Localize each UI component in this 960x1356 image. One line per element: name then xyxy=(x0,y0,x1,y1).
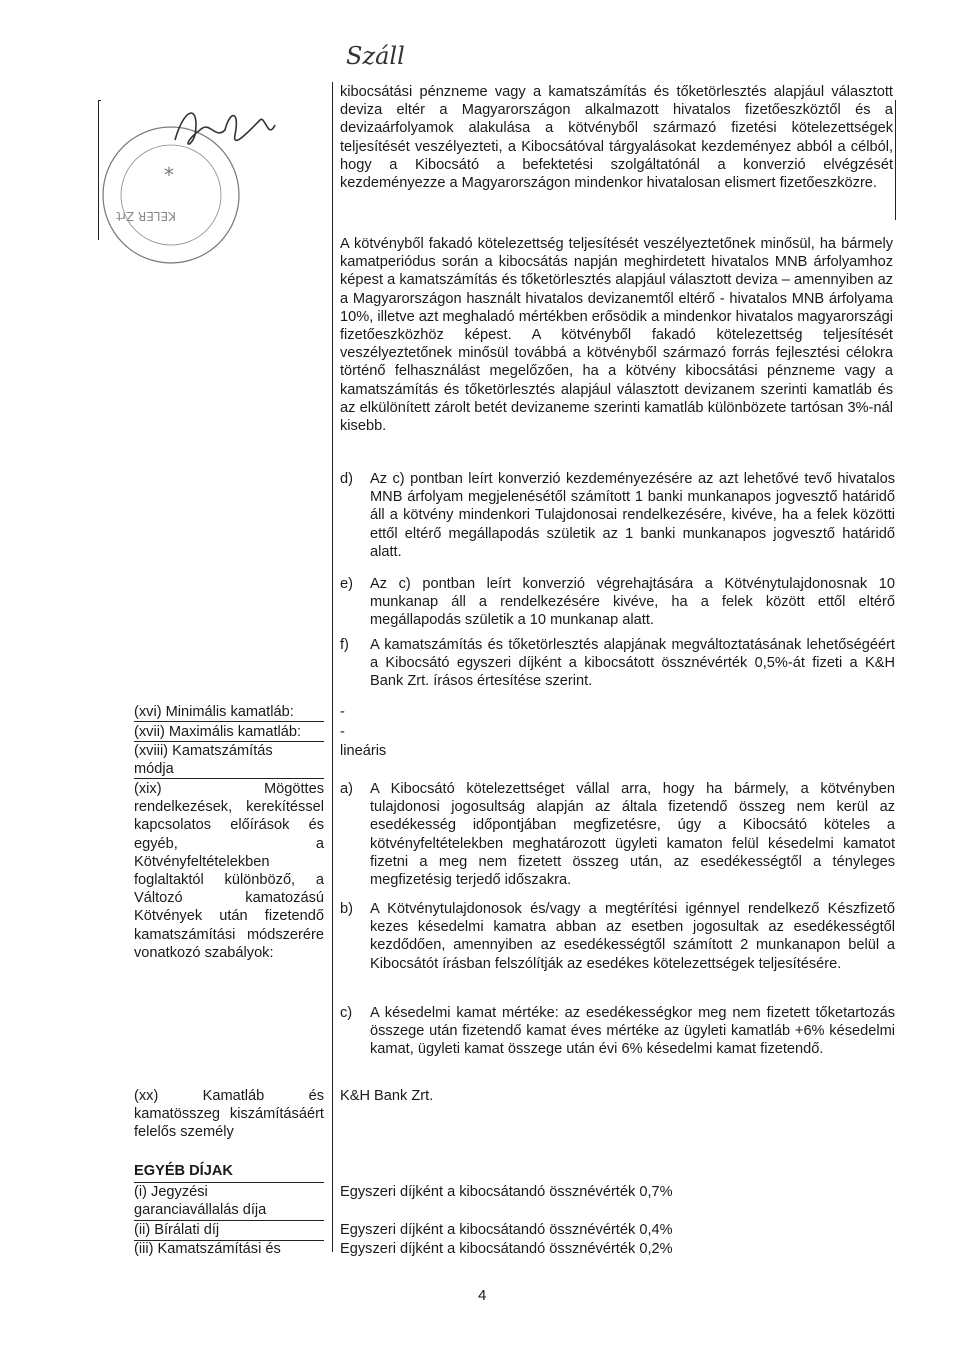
row-label-calc-method: (xviii) Kamatszámítás módja xyxy=(134,743,273,778)
fee-label-review: (ii) Bírálati díj xyxy=(134,1222,220,1238)
paragraph-intro-1: kibocsátási pénzneme vagy a kamatszámítás és tőketörlesztés alapjául választott deviza eltér a Magyarországon alkalmazott hivatalos fizetőeszköztől és a devizaárfolyamok alakulása a kötvényből származó fizetési kötelezettségek teljesítését veszélyezteti, a Kibocsátóval tárgyalásokat kezdeményez abból a célból, hogy a Kibocsátó a befektetési szolgáltatónál a konverzió elvégzését kezdeményezze a Magyarországon mindenkor hivatalosan elismert fizetőeszközre. xyxy=(340,84,893,192)
fee-value-calculation: Egyszeri díjként a kibocsátandó össznévérték 0,2% xyxy=(340,1241,673,1257)
svg-text:*: * xyxy=(164,163,174,187)
list-item-a: a) A Kibocsátó kötelezettséget vállal arra, hogy ha bármely, a kötvényben tulajdonosi jogosultság alapján az általa fizetendő összeg nem kerül az esedékesség időpontjában megfizetésre, úgy a Kibocsátó köteles a kötvényfeltételekben meghatározott ügyleti kamaton felül késedelmi kamatot fizetni a meg nem fizetett összeg után, az esedékességtől a tényleges megfizetésig terjedő időszakra. xyxy=(340,781,895,889)
svg-text:KELER Zrt: KELER Zrt xyxy=(116,209,176,223)
table-border xyxy=(895,100,896,220)
section-heading-other-fees: EGYÉB DÍJAK xyxy=(134,1163,233,1179)
handwritten-header: Száll xyxy=(346,42,405,70)
row-value-min-rate: - xyxy=(340,704,345,720)
row-value-calc-method: lineáris xyxy=(340,743,387,759)
list-item-c: c) A késedelmi kamat mértéke: az esedékességkor meg nem fizetett tőketartozás összege után fizetendő kamat éves mértéke az ügyleti kamatláb +6% késedelmi kamat, ügyleti kamat összege után évi 6% késedelmi kamat fizetendő. xyxy=(340,1005,895,1058)
fee-value-review: Egyszeri díjként a kibocsátandó össznévérték 0,4% xyxy=(340,1222,673,1238)
list-item-b: b) A Kötvénytulajdonosok és/vagy a megtérítési igénnyel rendelkező Készfizető kezes késedelmi kamatra abban az esetben jogosultak az esedékességtől kezdődően, amennyiben az esedékességtől számított 2 munkanapon belül a Kibocsátót írásban felszólítják az esedékes kötelezettségek teljesítésére. xyxy=(340,901,895,972)
row-label-max-rate: (xvii) Maximális kamatláb: xyxy=(134,724,302,740)
list-item-e: e) Az c) pontban leírt konverzió végrehajtására a Kötvénytulajdonosnak 10 munkanap áll a rendelkezésére kivéve, ha a felek között ettől eltérő megállapodás születik a 10 munkanap alatt. xyxy=(340,576,895,629)
signature-icon xyxy=(170,100,290,160)
row-label-calc-agent: (xx) Kamatláb és kamatösszeg kiszámításáért felelős személy xyxy=(134,1088,324,1141)
fee-label-calculation: (iii) Kamatszámítási és xyxy=(134,1241,281,1257)
page-number: 4 xyxy=(478,1287,487,1304)
list-item-f: f) A kamatszámítás és tőketörlesztés alapjának megváltoztatásának lehetőségéért a Kibocsátó egyszeri díjként a kibocsátott össznévérték 0,5%-át fizeti a K&H Bank Zrt. írásos értesítése szerint. xyxy=(340,637,895,690)
paragraph-intro-2: A kötvényből fakadó kötelezettség teljesítését veszélyeztetőnek minősül, ha bármely kamatperiódus során a kibocsátás napján meghirdetett hivatalos MNB árfolyamhoz képest a kamatszámítás és tőketörlesztés alapjául választott deviza – amennyiben az a Magyarországon használt hivatalos devizanemtől eltérő - hivatalos MNB árfolyama 10%, illetve azt meghaladó mértékben erősödik a mindenkor hivatalos magyarországi fizetőeszközhöz képest. A kötvényből fakadó kötelezettség teljesítését veszélyeztetőnek minősül továbbá a kötvényből származó forrás fejlesztési célokra történő felhasználást megelőzően, ha a kötvény kibocsátási pénzneme vagy a kamatszámítás és tőketörlesztés alapjául választott devizanem szerinti kamatláb és az elkülönített zárolt betét devizaneme szerinti kamatláb különbözete tartósan 3%-nál kisebb. xyxy=(340,236,893,435)
row-label-underlying-provisions: (xix) Mögöttes rendelkezések, kerekítéssel kapcsolatos előírások és egyéb, a Kötvényfeltételekben foglaltaktól különböző, a Változó kamatozású Kötvények után fizetendő kamatszámítási módszerére vonatkozó szabályok: xyxy=(134,781,324,961)
row-value-calc-agent: K&H Bank Zrt. xyxy=(340,1088,434,1104)
list-item-d: d) Az c) pontban leírt konverzió kezdeményezésére az azt lehetővé tevő hivatalos MNB árfolyam megjelenésétől számított 1 banki munkanapos jogvesztő határidő áll a kötvény mindenkori Tulajdonosai rendelkezésére, kivéve, ha a felek közötti ettől eltérő megállapodás születik az 1 banki munkanapos jogvesztő határidő alatt. xyxy=(340,471,895,560)
table-border xyxy=(332,82,333,1252)
table-border xyxy=(98,100,99,240)
row-label-min-rate: (xvi) Minimális kamatláb: xyxy=(134,704,294,720)
row-value-max-rate: - xyxy=(340,724,345,740)
fee-label-underwriting: (i) Jegyzési garanciavállalás díja xyxy=(134,1184,267,1219)
fee-value-underwriting: Egyszeri díjként a kibocsátandó össznévérték 0,7% xyxy=(340,1184,673,1200)
